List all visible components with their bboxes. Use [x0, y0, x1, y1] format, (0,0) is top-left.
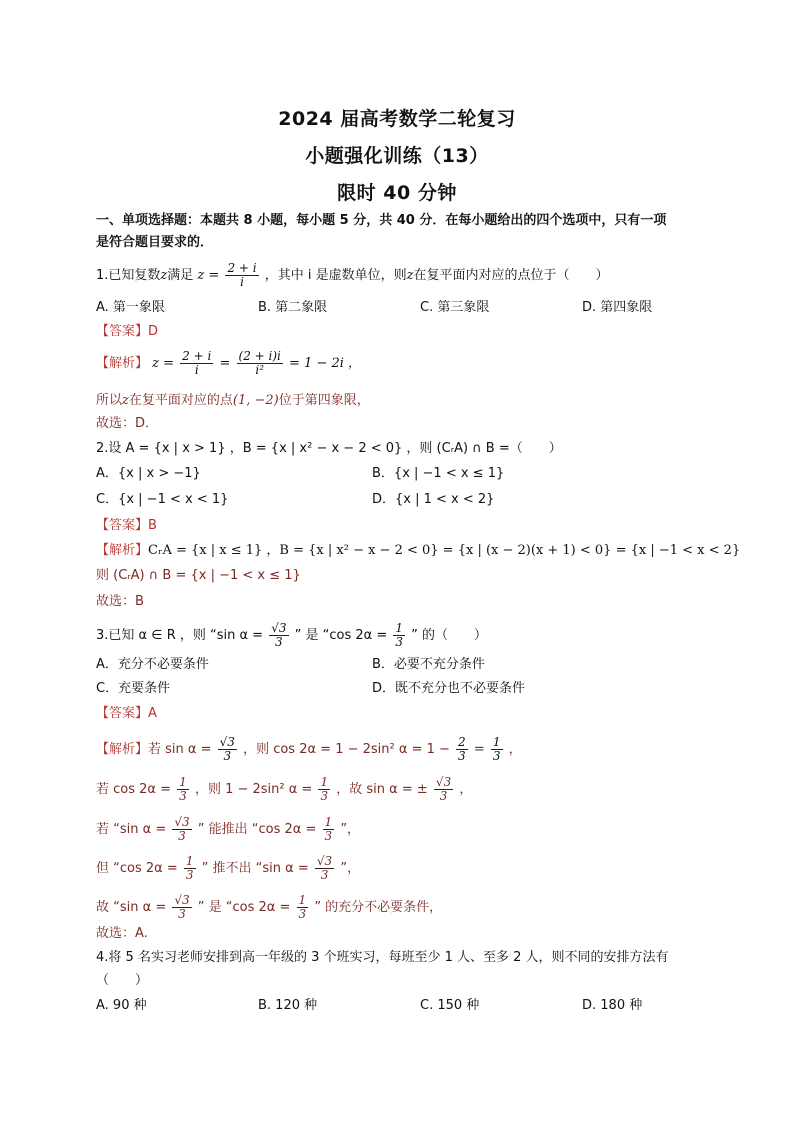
question-3-stem: 3.已知 α ∈ R ，则 “sin α = $\frac{√3}{3}$ ” 是 “cos 2α = $\frac{1}{3}$ ” 的（ ） [96, 621, 488, 649]
q2-option-d: D．{x | 1 < x < 2} [372, 492, 495, 507]
doc-title: 2024 届高考数学二轮复习 [278, 108, 516, 130]
q3-choose: 故选：A. [96, 926, 148, 941]
q2-option-c: C．{x | −1 < x < 1} [96, 492, 229, 507]
q1-option-c: C. 第三象限 [420, 300, 490, 315]
question-1-stem: 1.已知复数z满足 z = $\frac{2 + i}{i}$ ，其中 i 是虚数单位，则z在复平面内对应的点位于（ ） [96, 261, 609, 289]
q4-option-c: C. 150 种 [420, 998, 480, 1013]
q2-option-a: A．{x | x > −1} [96, 466, 201, 481]
q2-choose: 故选：B [96, 594, 144, 609]
q3-option-c: C．充要条件 [96, 681, 171, 696]
q2-option-b: B．{x | −1 < x ≤ 1} [372, 466, 505, 481]
doc-subtitle: 小题强化训练（13） [305, 145, 489, 167]
time-limit: 限时 40 分钟 [337, 182, 457, 204]
section-heading [96, 210, 706, 254]
q3-option-b: B．必要不充分条件 [372, 657, 485, 672]
q1-analysis: 【解析】 z = $\frac{2 + i}{i}$ = $\frac{(2 + i)i}{\text{i²}}$ = 1 − 2i ， [96, 349, 362, 377]
q1-choose: 故选：D． [96, 416, 159, 431]
section-heading-line1: 一、单项选择题：本题共 8 小题，每小题 5 分，共 40 分．在每小题给出的四个选项中，只有一项 [96, 213, 667, 228]
q2-analysis: 【解析】CᵣA = {x | x ≤ 1} ，B = {x | x² − x − 2 < 0} = {x | (x − 2)(x + 1) < 0} = {x | −1 < x < 2} [96, 543, 741, 558]
q3-analysis-line2: 若 cos 2α = $\frac{1}{3}$ ，则 1 − 2sin² α = $\frac{1}{3}$ ，故 sin α = ± $\frac{√3}{3}$ ， [96, 775, 473, 803]
q4-option-d: D. 180 种 [582, 998, 643, 1013]
q3-analysis-line4: 但 “cos 2α = $\frac{1}{3}$ ” 推不出 “sin α = $\frac{√3}{3}$ ”， [96, 854, 361, 882]
q4-option-a: A. 90 种 [96, 998, 147, 1013]
q1-option-b: B. 第二象限 [258, 300, 328, 315]
question-2-stem: 2.设 A = {x | x > 1} ，B = {x | x² − x − 2 < 0} ，则 (CᵣA) ∩ B =（ ） [96, 441, 562, 456]
q2-analysis-line2: 则 (CᵣA) ∩ B = {x | −1 < x ≤ 1} [96, 568, 301, 583]
q4-option-b: B. 120 种 [258, 998, 318, 1013]
section-heading-line2: 是符合题目要求的． [96, 235, 214, 250]
q1-answer: 【答案】D [96, 324, 159, 339]
q1-analysis-line2: 所以z在复平面对应的点(1, −2)位于第四象限， [96, 393, 370, 408]
q1-option-d: D. 第四象限 [582, 300, 653, 315]
q3-option-d: D．既不充分也不必要条件 [372, 681, 526, 696]
q3-option-a: A．充分不必要条件 [96, 657, 209, 672]
question-4-stem-line2: （ ） [96, 973, 149, 988]
q3-analysis-line1: 【解析】若 sin α = $\frac{√3}{3}$ ，则 cos 2α = 1 − 2sin² α = 1 − $\frac{2}{3}$ = $\frac{1}{3}$ ， [96, 735, 522, 763]
q1-fraction: $\frac{2 + i}{i}$ [227, 261, 257, 289]
question-4-stem: 4.将 5 名实习老师安排到高一年级的 3 个班实习，每班至少 1 人、至多 2 人，则不同的安排方法有 [96, 950, 669, 965]
q1-option-a: A. 第一象限 [96, 300, 165, 315]
q3-analysis-line3: 若 “sin α = $\frac{√3}{3}$ ” 能推出 “cos 2α = $\frac{1}{3}$ ”， [96, 815, 361, 843]
q3-analysis-line5: 故 “sin α = $\frac{√3}{3}$ ” 是 “cos 2α = $\frac{1}{3}$ ” 的充分不必要条件， [96, 893, 443, 921]
q3-answer: 【答案】A [96, 706, 157, 721]
q2-answer: 【答案】B [96, 518, 157, 533]
